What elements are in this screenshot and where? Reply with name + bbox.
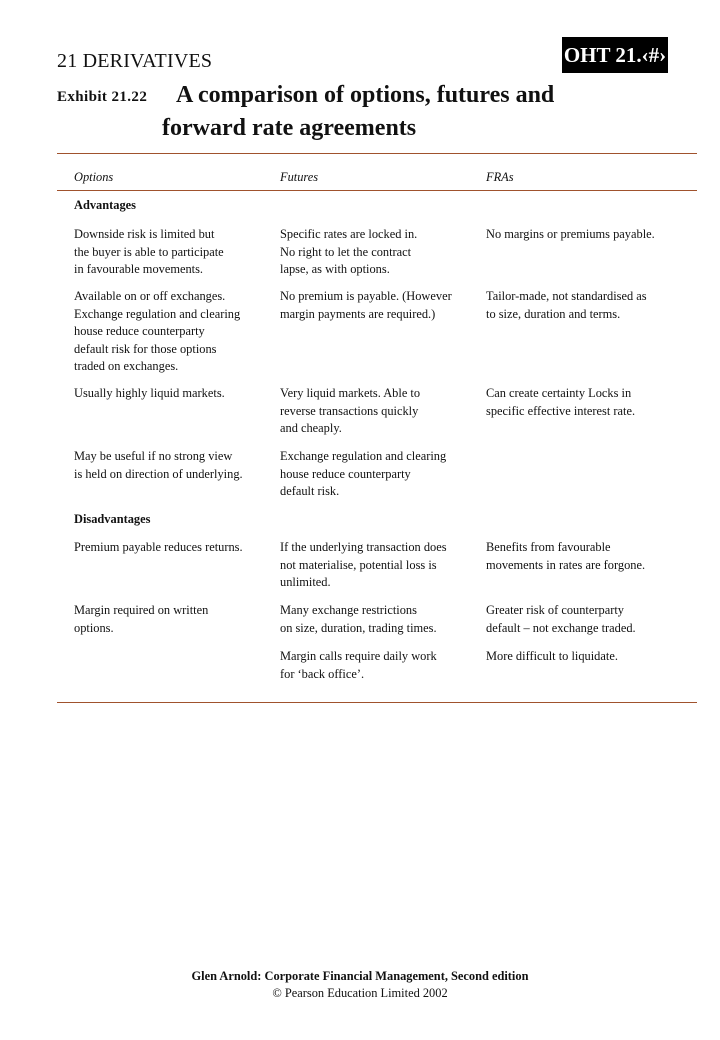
disadvantage-fras-cell: More difficult to liquidate. — [486, 649, 618, 663]
disadvantage-fras-cell: Greater risk of counterparty default – not exchange traded. — [486, 603, 636, 635]
section-heading-advantages: Advantages — [74, 198, 136, 212]
footer — [0, 968, 720, 1002]
advantage-fras-cell: No margins or premiums payable. — [486, 227, 655, 241]
disadvantage-options-cell: Premium payable reduces returns. — [74, 540, 243, 554]
advantage-options-cell: May be useful if no strong view is held on direction of underlying. — [74, 449, 243, 481]
advantage-fras-cell: Tailor-made, not standardised as to size, duration and terms. — [486, 289, 647, 321]
table-bottom-rule — [57, 702, 697, 703]
advantage-futures-cell: No premium is payable. (However margin payments are required.) — [280, 289, 452, 321]
exhibit-label: Exhibit 21.22 — [57, 89, 148, 105]
advantage-fras-cell: Can create certainty Locks in specific effective interest rate. — [486, 386, 636, 418]
advantage-options-cell: Usually highly liquid markets. — [74, 386, 225, 400]
disadvantage-options-cell: Margin required on written options. — [74, 603, 209, 635]
column-header-options: Options — [74, 170, 114, 184]
advantage-options-cell: Downside risk is limited but the buyer is able to participate in favourable movements. — [74, 227, 224, 276]
disadvantage-futures-cell: Many exchange restrictions on size, duration, trading times. — [280, 603, 437, 635]
advantage-futures-cell: Exchange regulation and clearing house reduce counterparty default risk. — [280, 449, 447, 498]
advantage-futures-cell: Specific rates are locked in. No right to let the contract lapse, as with options. — [280, 227, 418, 276]
advantage-options-cell: Available on or off exchanges. Exchange regulation and clearing house reduce counterparty default risk for those options traded on exchanges. — [74, 289, 241, 373]
table-top-rule — [57, 153, 697, 154]
header-rule — [57, 190, 697, 191]
column-header-futures: Futures — [280, 170, 319, 184]
disadvantage-fras-cell: Benefits from favourable movements in rates are forgone. — [486, 540, 646, 572]
section-heading-disadvantages: Disadvantages — [74, 512, 151, 526]
disadvantage-futures-cell: Margin calls require daily work for ‘back office’. — [280, 649, 437, 681]
advantage-futures-cell: Very liquid markets. Able to reverse transactions quickly and cheaply. — [280, 386, 421, 435]
disadvantage-futures-cell: If the underlying transaction does not materialise, potential loss is unlimited. — [280, 540, 447, 589]
slide-number-badge: OHT 21.‹#› — [562, 37, 668, 73]
chapter-heading: 21 DERIVATIVES — [57, 50, 213, 72]
column-header-fras: FRAs — [486, 170, 514, 184]
footer-copyright: © Pearson Education Limited 2002 — [272, 986, 448, 1000]
exhibit-title: A comparison of options, futures and forward rate agreements — [162, 82, 555, 141]
footer-author: Glen Arnold: Corporate Financial Management, Second edition — [191, 969, 529, 983]
